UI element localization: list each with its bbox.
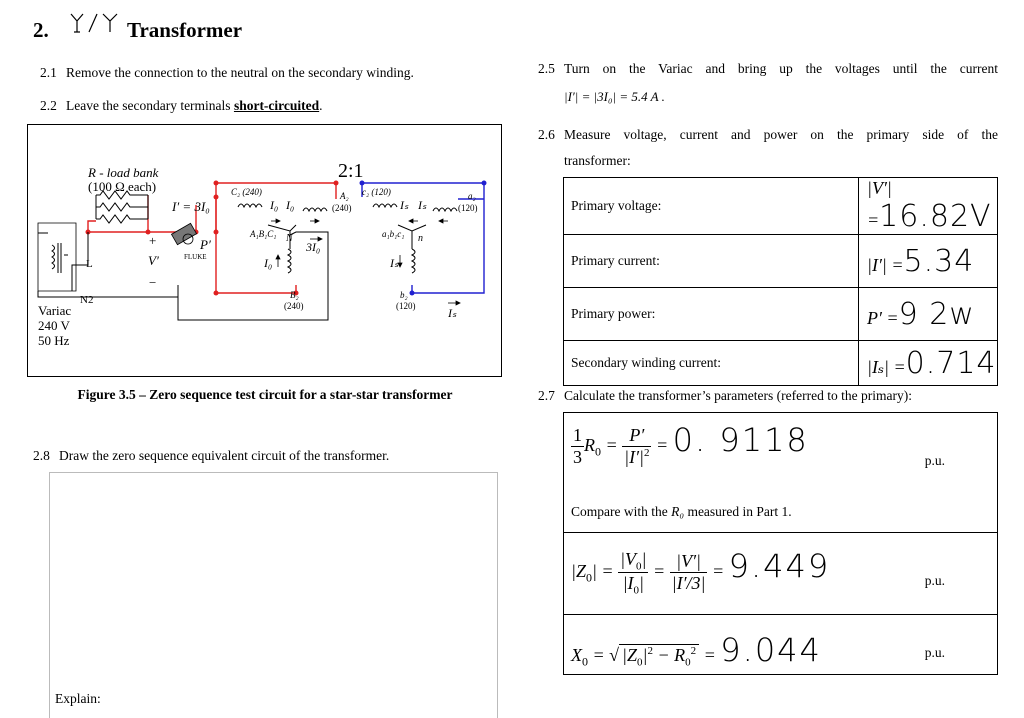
- label-a2: a₂: [468, 191, 476, 201]
- step-2-1: [40, 63, 414, 83]
- label-B2: B₂: [290, 290, 299, 300]
- z0-value[interactable]: 9.449: [728, 547, 831, 585]
- step-text: Remove the connection to the neutral on the secondary winding.: [66, 65, 414, 80]
- section-title: Transformer: [127, 18, 243, 42]
- step-text-cont: transformer:: [564, 153, 631, 168]
- variac-line-2: 240 V: [38, 318, 70, 333]
- step-text-end: .: [319, 98, 323, 113]
- table-row: [564, 178, 998, 235]
- step-number: 2.5: [538, 61, 555, 76]
- x0-unit: p.u.: [924, 645, 945, 660]
- turns-ratio: 2:1: [338, 160, 364, 182]
- primary-wiring: [88, 183, 336, 293]
- measurement-label: Primary current:: [564, 235, 859, 288]
- section-number: 2.: [33, 18, 49, 42]
- step-text: Measure voltage, current and power on the primary side of the: [564, 127, 998, 142]
- circuit-figure: [27, 124, 502, 377]
- label-I0-a: I₀: [270, 198, 279, 212]
- calc-row-r0: [564, 413, 997, 533]
- measurement-symbol: |V′| =: [867, 178, 892, 230]
- step-2-8: [33, 446, 389, 466]
- label-Is-bottom: Iₛ: [448, 306, 457, 320]
- label-3I0: 3I₀: [306, 240, 321, 254]
- label-A2: A₂: [340, 191, 349, 201]
- calc-row-x0: [564, 615, 997, 676]
- step-2-5: [538, 59, 998, 107]
- z0-unit: p.u.: [924, 573, 945, 588]
- measurement-symbol: |Iₛ| =: [867, 356, 906, 377]
- step-2-6: [538, 125, 998, 171]
- L-label: L: [86, 258, 93, 270]
- table-row: [564, 288, 998, 341]
- measurement-cell[interactable]: [859, 341, 998, 386]
- load-bank-sub: (100 Ω each): [88, 179, 157, 194]
- x0-equation: $X_0$ = √ $|Z_0|^2 - R_0^2 = 9.044$: [571, 631, 822, 669]
- label-b2-volt: (120): [396, 301, 416, 311]
- r0-value[interactable]: 0. 9118: [672, 421, 809, 459]
- step-2-7: [538, 386, 912, 406]
- plus-sign: +: [149, 233, 157, 248]
- explain-label: Explain:: [55, 691, 101, 706]
- step-text: Leave the secondary terminals: [66, 98, 234, 113]
- measurement-cell[interactable]: [859, 235, 998, 288]
- variac-line-1: Variac: [38, 303, 72, 318]
- step-text: Turn on the Variac and bring up the voltages until the current: [564, 61, 998, 76]
- label-I0-b: I₀: [286, 198, 295, 212]
- label-Is-c: Iₛ: [390, 256, 399, 270]
- load-bank-label: R - load bank: [88, 165, 159, 180]
- measurement-symbol: |I′| =: [867, 254, 904, 275]
- step-text: Draw the zero sequence equivalent circuit of the transformer.: [59, 448, 390, 463]
- measurement-value: 5.34: [903, 243, 975, 279]
- z0-equation: $|Z_0|$ = $\frac{|V_0|}{|I_0|}$ = $\frac{|V'|}{|I'/3|}$ = 9.449: [571, 547, 831, 597]
- r0-unit: p.u.: [924, 453, 945, 468]
- label-b2: b₂: [400, 290, 408, 300]
- measurement-cell[interactable]: [859, 178, 998, 235]
- figure-caption: Figure 3.5 – Zero sequence test circuit for a star-star transformer: [77, 387, 453, 402]
- label-c2: c₂ (120): [362, 187, 391, 197]
- primary-nodes: [86, 181, 339, 296]
- label-A1B1C1: A₁B₁C₁: [250, 229, 277, 239]
- step-number: 2.8: [33, 448, 50, 463]
- table-row: [564, 235, 998, 288]
- minus-sign: −: [149, 275, 157, 290]
- measurement-value: 9 2w: [898, 296, 975, 332]
- fluke-meter-icon: [171, 223, 196, 244]
- measurement-cell[interactable]: [859, 288, 998, 341]
- label-Is-b: Iₛ: [418, 198, 427, 212]
- step-emphasis: short-circuited: [233, 98, 320, 113]
- section-heading: [33, 18, 242, 46]
- variac-line-3: 50 Hz: [38, 333, 70, 348]
- step-2-5-formula: |I′| = |3I₀| = 5.4 A .: [564, 89, 665, 104]
- label-Is-a: Iₛ: [400, 198, 409, 212]
- power-label: P′: [200, 237, 211, 252]
- label-I0-c: I₀: [264, 256, 273, 270]
- star-star-symbol-icon: [65, 12, 127, 40]
- N2-label: N2: [80, 294, 94, 306]
- drawing-area[interactable]: [49, 472, 498, 718]
- step-number: 2.7: [538, 388, 555, 403]
- label-B2-volt: (240): [284, 301, 304, 311]
- measurement-symbol: P′ =: [867, 307, 899, 328]
- step-number: 2.1: [40, 65, 57, 80]
- measurement-label: Primary power:: [564, 288, 859, 341]
- step-text: Calculate the transformer’s parameters (referred to the primary):: [564, 388, 912, 403]
- measurement-label: Primary voltage:: [564, 178, 859, 235]
- voltage-label: V′: [148, 253, 159, 268]
- label-a1b1c1: a₁b₁c₁: [382, 229, 405, 239]
- step-2-2: [40, 96, 323, 116]
- current-label: I′ = 3I₀: [172, 199, 210, 214]
- measurement-label: Secondary winding current:: [564, 341, 859, 386]
- step-number: 2.6: [538, 127, 555, 142]
- compare-note: [571, 504, 792, 520]
- compare-text-end: measured in Part 1.: [687, 504, 792, 519]
- calculation-table: [563, 412, 998, 675]
- calc-row-z0: [564, 533, 997, 615]
- measurement-value: 0.714: [905, 345, 997, 381]
- label-C2: C₂ (240): [231, 187, 262, 197]
- label-n: n: [418, 233, 423, 244]
- measurement-value: 16.82V: [879, 199, 992, 234]
- label-A2-volt: (240): [332, 203, 352, 213]
- step-number: 2.2: [40, 98, 57, 113]
- compare-symbol: R₀: [671, 504, 685, 519]
- circuit-diagram: [28, 125, 500, 375]
- x0-value[interactable]: 9.044: [720, 631, 822, 669]
- meter-label: FLUKE: [184, 253, 207, 261]
- variac-coil-icon: [52, 243, 68, 273]
- measurement-table: [563, 177, 998, 386]
- load-bank-resistors: [96, 191, 148, 223]
- r0-equation: $\frac{1}{3}$ $R_0$ = $\frac{P'}{|I'|^2}$ = 0. 9118: [573, 421, 809, 468]
- table-row: [564, 341, 998, 386]
- label-N: N: [286, 233, 293, 244]
- compare-text: Compare with the: [571, 504, 668, 519]
- label-a2-volt: (120): [458, 203, 478, 213]
